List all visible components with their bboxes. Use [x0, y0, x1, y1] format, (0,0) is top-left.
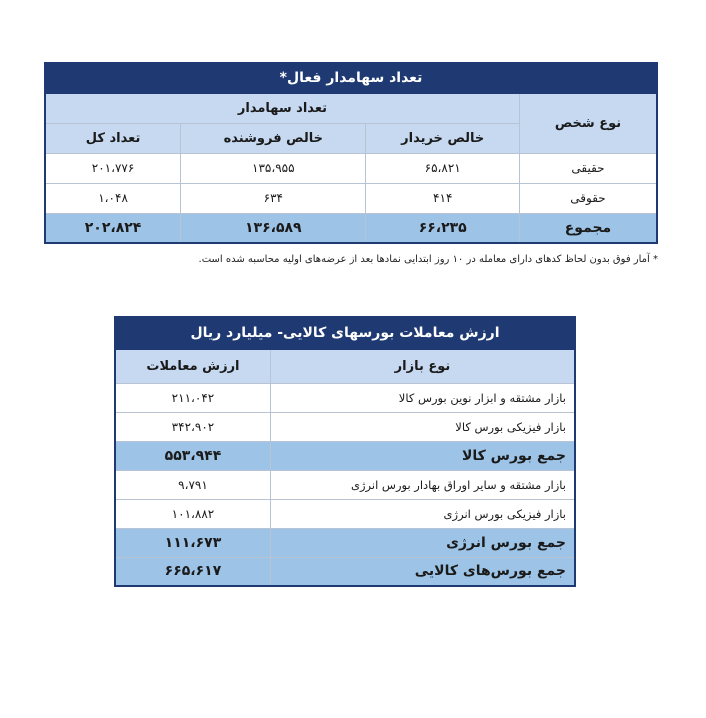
sum-net-buyer: ۶۶،۲۳۵: [366, 213, 519, 243]
trade-value-cell: ۶۶۵،۶۱۷: [115, 557, 270, 586]
market-name-cell: جمع بورس انرژی: [270, 528, 575, 557]
table-row: [45, 183, 657, 213]
sum-total: ۲۰۲،۸۲۴: [45, 213, 181, 243]
net-buyer-cell: ۶۵،۸۲۱: [366, 153, 519, 183]
net-seller-cell: ۱۳۵،۹۵۵: [181, 153, 366, 183]
total-cell: ۱،۰۴۸: [45, 183, 181, 213]
person-type-header: نوع شخص: [519, 93, 657, 153]
footnote: * آمار فوق بدون لحاظ کدهای دارای معامله در ۱۰ روز ابتدایی نمادها بعد از عرضه‌های اولیه محاسبه شده است.: [198, 254, 658, 265]
trade-value-cell: ۳۴۲،۹۰۲: [115, 412, 270, 441]
subtotal-row: [115, 557, 575, 586]
table-row: [45, 153, 657, 183]
net-buyer-cell: ۴۱۴: [366, 183, 519, 213]
table-title: تعداد سهامدار فعال*: [45, 63, 657, 93]
market-name-cell: جمع بورس‌های کالایی: [270, 557, 575, 586]
table-title: ارزش معاملات بورسهای کالایی- میلیارد ریال: [115, 317, 575, 349]
trade-value-header: ارزش معاملات: [115, 349, 270, 383]
market-type-header: نوع بازار: [270, 349, 575, 383]
total-cell: ۲۰۱،۷۷۶: [45, 153, 181, 183]
sum-net-seller: ۱۳۶،۵۸۹: [181, 213, 366, 243]
trade-value-cell: ۲۱۱،۰۴۲: [115, 383, 270, 412]
trade-value-cell: ۵۵۳،۹۴۴: [115, 441, 270, 470]
sum-label: مجموع: [519, 213, 657, 243]
table-row: [115, 499, 575, 528]
active-shareholders-table: [44, 62, 658, 244]
subtotal-row: [115, 441, 575, 470]
market-name-cell: بازار فیزیکی بورس انرژی: [270, 499, 575, 528]
table-row: [115, 470, 575, 499]
table-row: [115, 412, 575, 441]
shareholder-count-header: تعداد سهامدار: [45, 93, 519, 123]
table-row: [115, 383, 575, 412]
net-seller-cell: ۶۳۴: [181, 183, 366, 213]
sum-row: [45, 213, 657, 243]
market-name-cell: بازار فیزیکی بورس کالا: [270, 412, 575, 441]
net-seller-header: خالص فروشنده: [181, 123, 366, 153]
trade-value-cell: ۱۰۱،۸۸۲: [115, 499, 270, 528]
market-name-cell: بازار مشتقه و ابزار نوین بورس کالا: [270, 383, 575, 412]
commodity-exchange-value-table: [114, 316, 576, 587]
person-type-cell: حقیقی: [519, 153, 657, 183]
person-type-cell: حقوقی: [519, 183, 657, 213]
subtotal-row: [115, 528, 575, 557]
net-buyer-header: خالص خریدار: [366, 123, 519, 153]
trade-value-cell: ۱۱۱،۶۷۳: [115, 528, 270, 557]
total-count-header: تعداد کل: [45, 123, 181, 153]
trade-value-cell: ۹،۷۹۱: [115, 470, 270, 499]
market-name-cell: جمع بورس کالا: [270, 441, 575, 470]
market-name-cell: بازار مشتقه و سایر اوراق بهادار بورس انرژی: [270, 470, 575, 499]
